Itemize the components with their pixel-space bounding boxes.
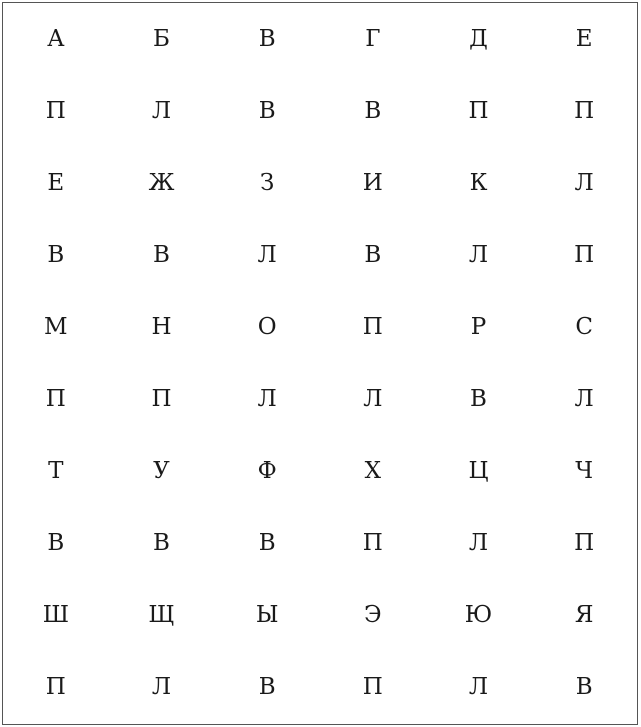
- table-cell: Д: [469, 25, 488, 52]
- table-cell: Ц: [468, 458, 489, 485]
- table-cell: Н: [151, 313, 172, 340]
- table-cell: В: [364, 97, 382, 124]
- table-cell: П: [45, 97, 66, 124]
- table-cell: Ю: [464, 602, 493, 629]
- table-cell: П: [574, 241, 595, 268]
- table-cell: Л: [468, 674, 489, 701]
- table-cell: Р: [470, 313, 487, 340]
- table-cell: Ч: [575, 458, 594, 485]
- table-cell: В: [47, 241, 65, 268]
- table-cell: У: [153, 458, 170, 485]
- table-cell: Е: [575, 25, 593, 52]
- table-cell: В: [258, 25, 276, 52]
- table-cell: П: [362, 313, 383, 340]
- table-cell: Х: [364, 458, 381, 485]
- letter-table: [3, 3, 637, 724]
- table-cell: В: [470, 386, 487, 413]
- table-cell: Л: [574, 386, 594, 413]
- table-cell: В: [47, 530, 65, 557]
- table-cell: Л: [468, 241, 489, 268]
- table-cell: П: [151, 386, 172, 413]
- table-cell: Щ: [148, 602, 175, 629]
- table-cell: В: [364, 241, 382, 268]
- table-cell: П: [45, 386, 66, 413]
- table-cell: Г: [365, 25, 381, 52]
- table-cell: Л: [151, 97, 172, 124]
- table-cell: Ш: [42, 602, 69, 629]
- table-cell: В: [258, 530, 276, 557]
- table-cell: Ж: [148, 169, 175, 196]
- table-cell: П: [468, 97, 489, 124]
- table-cell: Б: [153, 25, 170, 52]
- table-cell: В: [258, 674, 276, 701]
- table-cell: П: [574, 97, 595, 124]
- table-cell: Э: [364, 602, 382, 629]
- table-cell: В: [575, 674, 593, 701]
- table-cell: Ы: [255, 602, 279, 629]
- table-cell: Т: [48, 458, 64, 485]
- table-cell: З: [259, 169, 275, 196]
- table-cell: Л: [574, 169, 594, 196]
- table-cell: В: [153, 241, 170, 268]
- table-cell: С: [575, 313, 593, 340]
- table-cell: Л: [151, 674, 172, 701]
- table-cell: Л: [257, 241, 277, 268]
- table-cell: К: [469, 169, 488, 196]
- table-cell: П: [362, 674, 383, 701]
- table-cell: О: [257, 313, 277, 340]
- table-cell: Л: [363, 386, 383, 413]
- table-cell: П: [45, 674, 66, 701]
- table-cell: Л: [257, 386, 277, 413]
- table-cell: В: [258, 97, 276, 124]
- table-cell: В: [153, 530, 170, 557]
- table-cell: И: [362, 169, 383, 196]
- table-cell: Ф: [257, 458, 277, 485]
- table-cell: П: [362, 530, 383, 557]
- table-cell: Л: [468, 530, 489, 557]
- table-cell: Е: [47, 169, 65, 196]
- table-cell: Я: [574, 602, 594, 629]
- table-cell: П: [574, 530, 595, 557]
- table-cell: А: [47, 25, 65, 52]
- table-cell: М: [44, 313, 68, 340]
